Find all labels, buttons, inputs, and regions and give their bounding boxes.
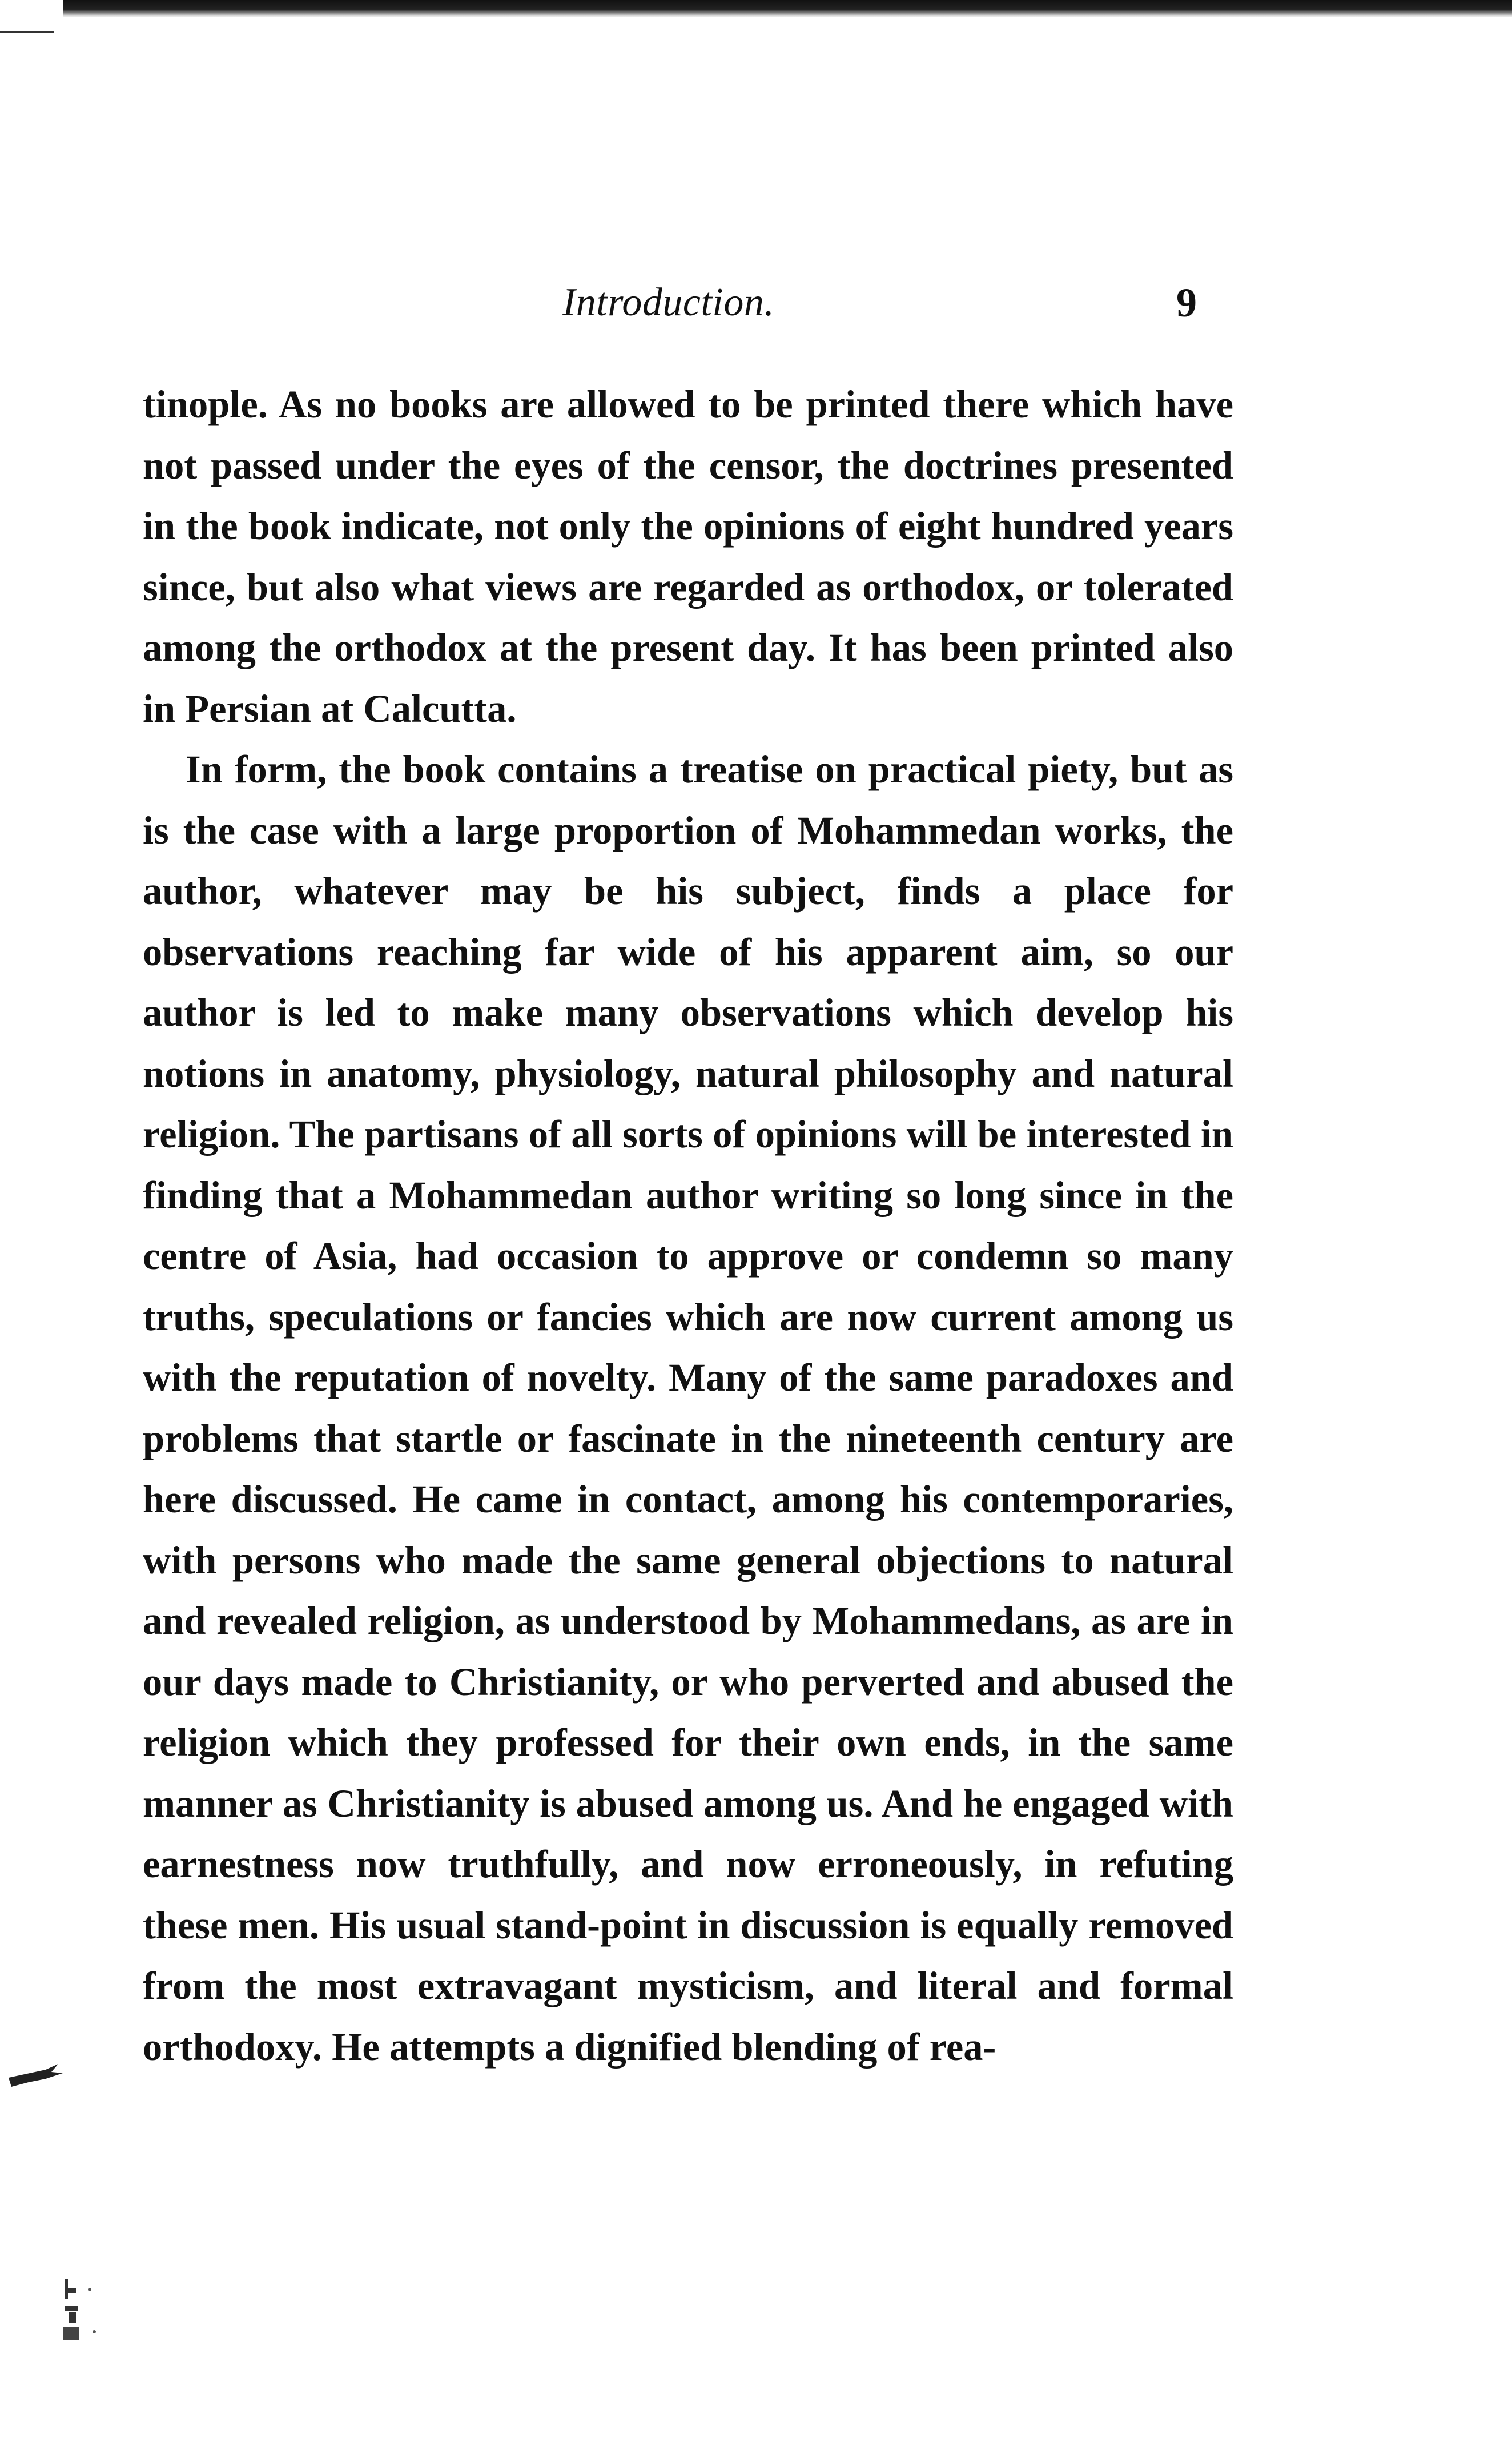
paragraph-in-form: In form, the book contains a treatise on practical piety, but as is the case with a large proportion of Mohammedan works, the author, whatever may be his subject, finds a place for observations reaching far wide of his apparent aim, so our author is led to make many observations which develop his notions in anatomy, physiology, natural philosophy and natural religion. The partisans of all sorts of opinions will be interested in finding that a Mohammedan author writing so long since in the centre of Asia, had occasion to approve or condemn so many truths, speculations or fancies which are now current among us with the reputation of novelty. Many of the same paradoxes and problems that startle or fascinate in the nineteenth century are here discussed. He came in contact, among his contemporaries, with persons who made the same general objections to natural and revealed religion, as understood by Mohammedans, as are in our days made to Christianity, or who perverted and abused the religion which they professed for their own ends, in the same manner as Christianity is abused among us. And he engaged with earnestness now truthfully, and now erroneously, in refuting these men. His usual stand-point in discussion is equally removed from the most extravagant mysticism, and literal and formal orthodoxy. He attempts a dignified blending of rea-	[143, 748, 1233, 2069]
paragraph-continued: tinople. As no books are allowed to be printed there which have not passed under the eyes of the censor, the doctrines presented in the book indicate, not only the opinions of eight hundred years since, but also what views are regarded as orthodox, or tolerated among the orthodox at the present day. It has been printed also in Persian at Calcutta.	[143, 383, 1233, 730]
top-scan-edge	[63, 0, 1512, 17]
top-scan-edge-left	[0, 31, 54, 33]
page-number: 9	[1176, 280, 1197, 326]
margin-specks-mark	[60, 2276, 106, 2344]
page-header	[0, 277, 1512, 328]
margin-arrow-mark	[6, 2062, 69, 2090]
body-text	[143, 374, 1233, 2077]
running-head: Introduction.	[562, 280, 775, 324]
